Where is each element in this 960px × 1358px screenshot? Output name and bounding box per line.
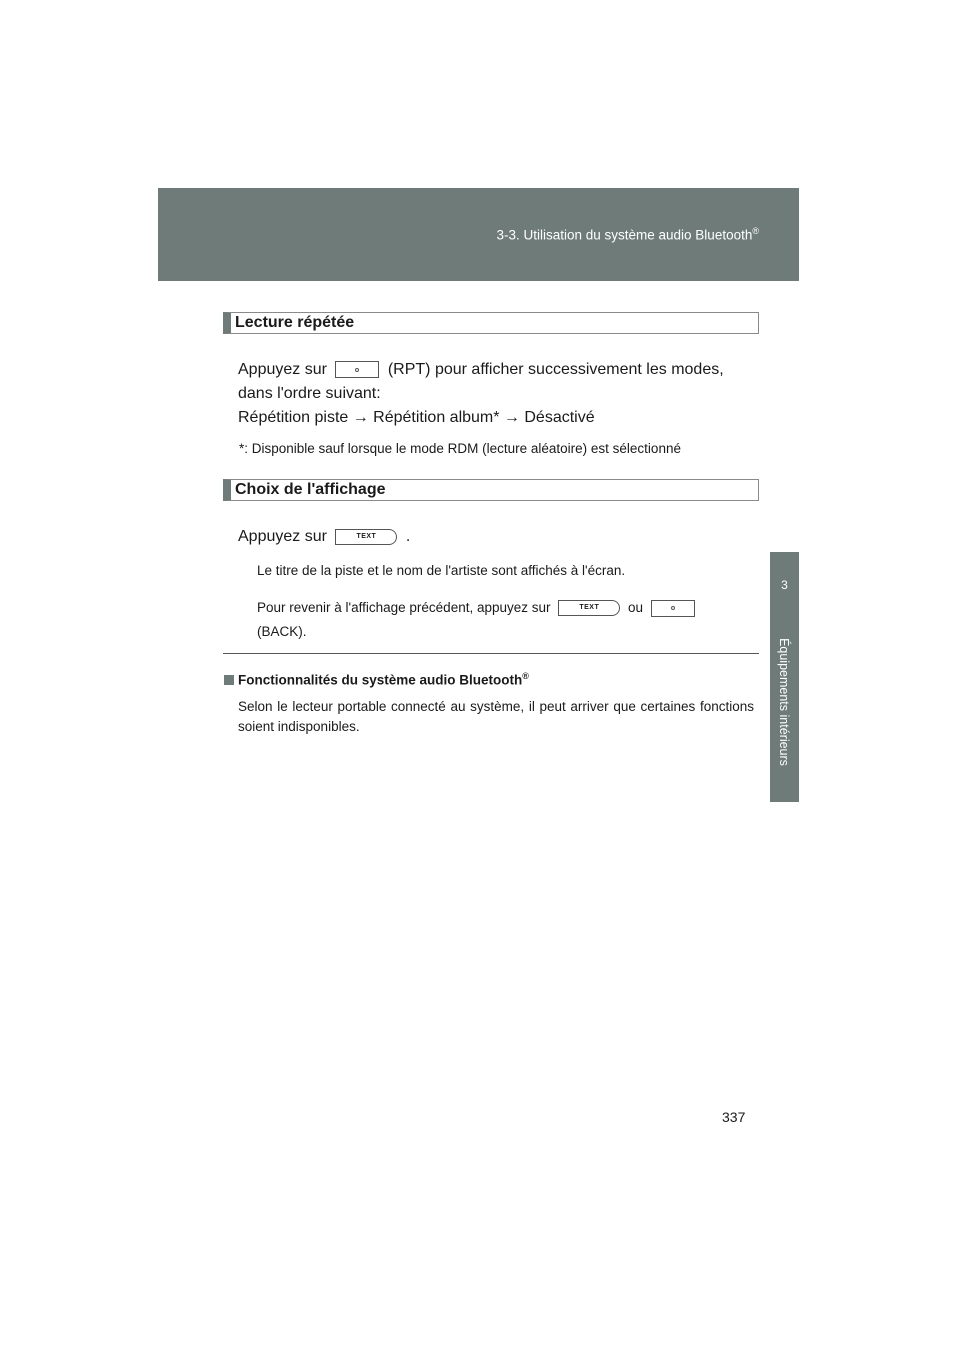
chapter-tab — [770, 552, 799, 802]
note-body: Selon le lecteur portable connecté au système, il peut arriver que certaines fonctions soient indisponibles. — [238, 699, 754, 734]
footnote: *: Disponible sauf lorsque le mode RDM (lecture aléatoire) est sélectionné — [239, 441, 681, 456]
section-title: 3-3. Utilisation du système audio Bluetooth® — [496, 226, 759, 243]
text-button-icon: TEXT — [335, 529, 397, 545]
display-info: Le titre de la piste et le nom de l'artiste sont affichés à l'écran. — [257, 563, 626, 578]
chapter-label: Équipements intérieurs — [777, 638, 791, 766]
square-bullet-icon — [224, 675, 234, 685]
separator — [223, 653, 759, 654]
heading-repeat: Lecture répétée — [223, 312, 759, 334]
text-button-icon-2: TEXT — [558, 600, 620, 616]
heading-display: Choix de l'affichage — [223, 479, 759, 501]
display-instruction: Appuyez sur TEXT . — [238, 528, 411, 545]
page-number: 337 — [722, 1109, 746, 1125]
header-band — [158, 188, 799, 281]
chapter-number: 3 — [781, 578, 788, 592]
repeat-instructions: Appuyez sur (RPT) pour afficher successivement les modes, dans l'ordre suivant: Répétition piste → Répétition album* → Désactivé — [238, 361, 724, 426]
note-title: Fonctionnalités du système audio Bluetooth® — [224, 671, 529, 688]
rpt-button-icon — [335, 361, 379, 378]
back-instruction: Pour revenir à l'affichage précédent, appuyez sur TEXT ou (BACK). — [257, 596, 757, 644]
back-button-icon — [651, 600, 695, 617]
